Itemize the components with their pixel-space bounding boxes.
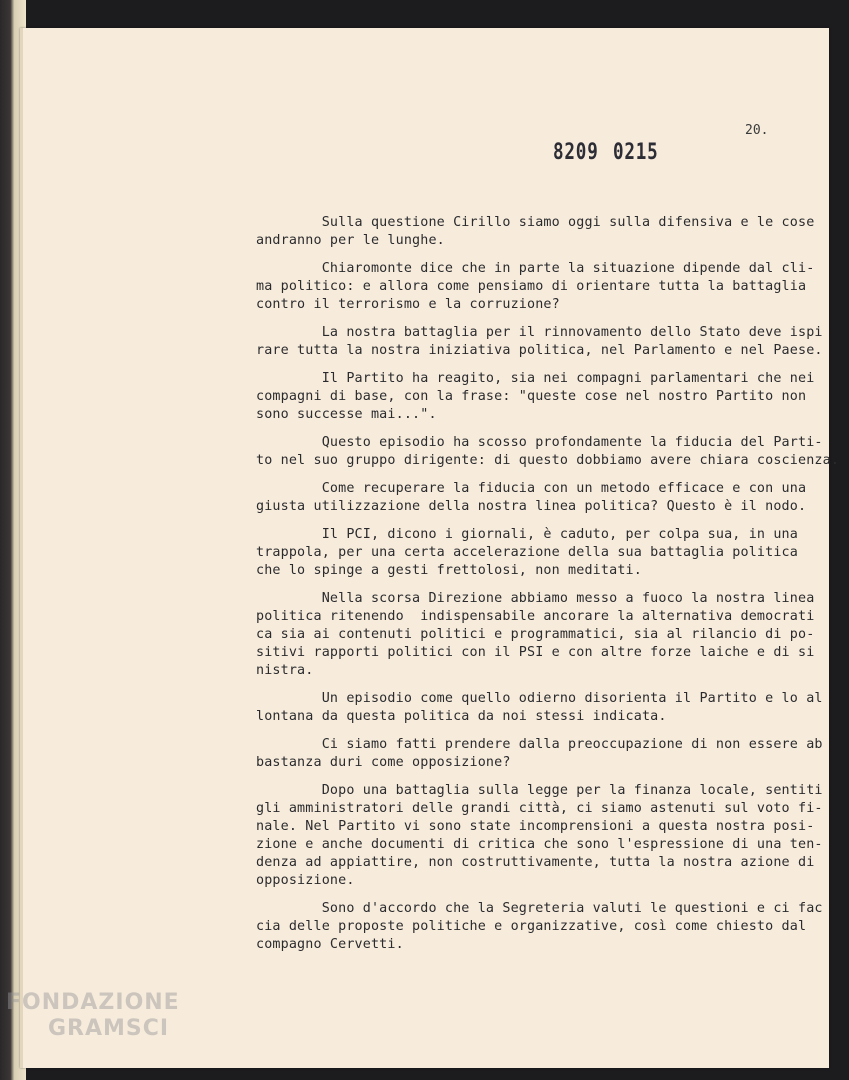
paragraph: Ci siamo fatti prendere dalla preoccupazione di non essere ab bastanza duri come opposizione? bbox=[256, 737, 823, 770]
paragraph: Il PCI, dicono i giornali, è caduto, per colpa sua, in una trappola, per una certa accelerazione della sua battaglia politica che lo spinge a gesti frettolosi, non meditati. bbox=[256, 527, 798, 578]
paragraph: Chiaromonte dice che in parte la situazione dipende dal cli- ma politico: e allora come pensiamo di orientare tutta la battaglia contro il terrorismo e la corruzione? bbox=[256, 261, 815, 312]
paragraph: Questo episodio ha scosso profondamente la fiducia del Parti- to nel suo gruppo dirigente: di questo dobbiamo avere chiara coscienza. bbox=[256, 435, 840, 468]
fondazione-gramsci-watermark bbox=[6, 990, 180, 1042]
paragraph: Dopo una battaglia sulla legge per la finanza locale, sentiti gli amministratori delle grandi città, ci siamo astenuti sul voto fi- nale. Nel Partito vi sono state incomprensioni a questa nostra posi- zione e anche documenti di critica che sono l'espressione di una ten- denza ad appiattire, non costruttivamente, tutta la nostra azione di opposizione. bbox=[256, 783, 823, 888]
paragraph: Il Partito ha reagito, sia nei compagni parlamentari che nei compagni di base, con la frase: "queste cose nel nostro Partito non sono successe mai...". bbox=[256, 371, 815, 422]
paragraph: Nella scorsa Direzione abbiamo messo a fuoco la nostra linea politica ritenendo indispensabile ancorare la alternativa democrati ca sia ai contenuti politici e programmatici, sia al rilancio di po- sitivi rapporti politici con il PSI e con altre forze laiche e di si nistra. bbox=[256, 591, 815, 678]
archive-stamp bbox=[553, 140, 659, 165]
document-page bbox=[20, 28, 840, 1068]
watermark-line2: GRAMSCI bbox=[48, 1016, 170, 1041]
body-text bbox=[256, 214, 840, 964]
paragraph: Come recuperare la fiducia con un metodo efficace e con una giusta utilizzazione della nostra linea politica? Questo è il nodo. bbox=[256, 481, 807, 514]
archive-stamp-part2: 0215 bbox=[612, 140, 659, 165]
paragraph: Sono d'accordo che la Segreteria valuti le questioni e ci fac cia delle proposte politiche e organizzative, così come chiesto dal compagno Cervetti. bbox=[256, 901, 823, 952]
paragraph: Un episodio come quello odierno disorienta il Partito e lo al lontana da questa politica da noi stessi indicata. bbox=[256, 691, 823, 724]
page-number: 20. bbox=[745, 123, 769, 138]
paragraph: La nostra battaglia per il rinnovamento dello Stato deve ispi rare tutta la nostra iniziativa politica, nel Parlamento e nel Paese. bbox=[256, 325, 823, 358]
paragraph: Sulla questione Cirillo siamo oggi sulla difensiva e le cose andranno per le lunghe. bbox=[256, 215, 815, 248]
archive-stamp-part1: 8209 bbox=[553, 140, 599, 165]
watermark-line1: FONDAZIONE bbox=[6, 990, 180, 1015]
